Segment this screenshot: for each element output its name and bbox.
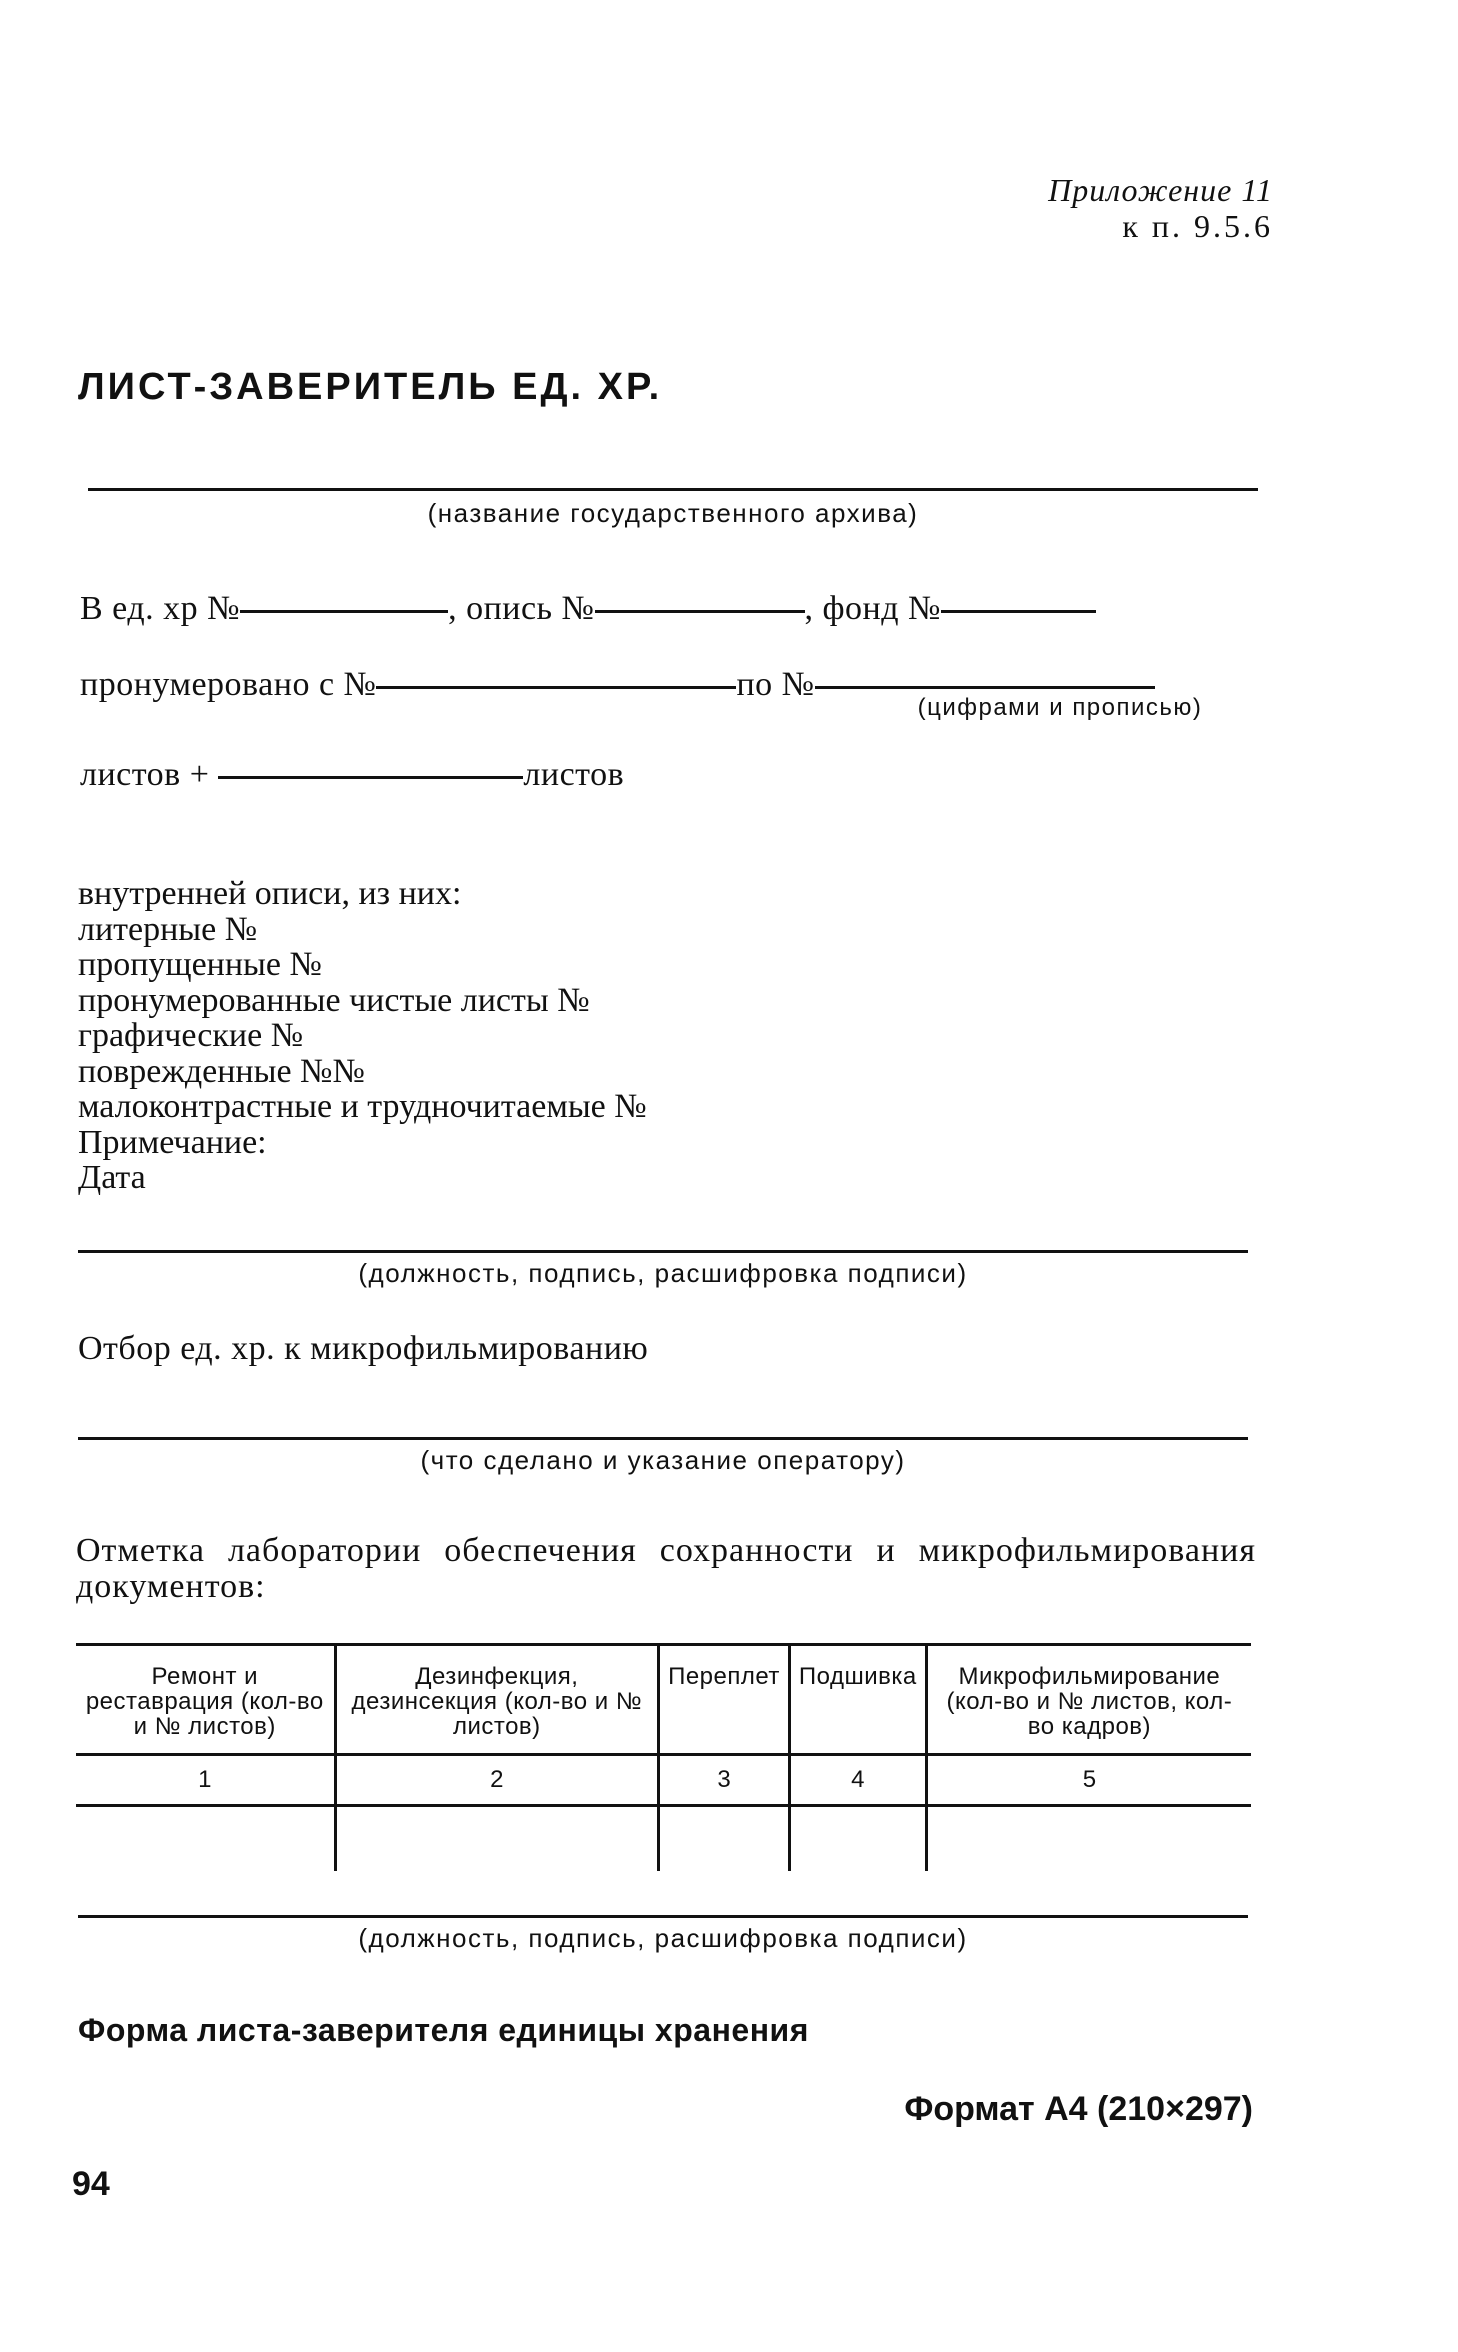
header-disinfection: Дезинфекция, дезинсекция (кол-во и № листов) bbox=[335, 1645, 659, 1755]
list-item: графические № bbox=[78, 1017, 304, 1054]
signature-line-2 bbox=[78, 1915, 1248, 1918]
unit-number-blank bbox=[240, 610, 448, 613]
column-number: 3 bbox=[659, 1755, 790, 1806]
operator-caption: (что сделано и указание оператору) bbox=[420, 1445, 906, 1475]
header-repair: Ремонт и реставрация (кол-во и № листов) bbox=[76, 1645, 335, 1755]
list-item: малоконтрастные и трудночитаемые № bbox=[78, 1088, 647, 1125]
list-item: литерные № bbox=[78, 910, 258, 948]
numbered-from-label: пронумеровано с № bbox=[80, 666, 377, 703]
form-caption: Форма листа-заверителя единицы хранения bbox=[78, 2012, 809, 2048]
inventory-blank bbox=[595, 610, 805, 613]
signature-caption-2: (должность, подпись, расшифровка подписи) bbox=[358, 1923, 968, 1953]
list-item: пропущенные № bbox=[78, 946, 322, 983]
lab-table bbox=[76, 1643, 1251, 1871]
numbered-from-blank bbox=[376, 686, 736, 689]
unit-line bbox=[80, 590, 1096, 628]
fond-blank bbox=[941, 610, 1096, 613]
column-number: 4 bbox=[789, 1755, 926, 1806]
archive-name-line bbox=[88, 488, 1258, 491]
table-cell bbox=[789, 1806, 926, 1872]
header-binding: Переплет bbox=[659, 1645, 790, 1755]
table-cell bbox=[76, 1806, 335, 1872]
numbered-to-label: по № bbox=[736, 666, 815, 703]
appendix-reference bbox=[1048, 172, 1273, 244]
sheets-plus-label: листов + bbox=[80, 756, 210, 793]
list-item: внутренней описи, из них: bbox=[78, 875, 462, 912]
table-cell bbox=[926, 1806, 1251, 1872]
sheets-label: листов bbox=[523, 756, 625, 793]
inventory-label: , опись № bbox=[448, 590, 595, 627]
appendix-paragraph: к п. 9.5.6 bbox=[1122, 208, 1273, 244]
page-title: ЛИСТ-ЗАВЕРИТЕЛЬ ЕД. ХР. bbox=[78, 366, 663, 408]
selection-text: Отбор ед. хр. к микрофильмированию bbox=[78, 1330, 649, 1367]
table-header-row bbox=[76, 1645, 1251, 1755]
table-cell bbox=[335, 1806, 659, 1872]
sheets-line bbox=[80, 756, 624, 794]
column-number: 2 bbox=[335, 1755, 659, 1806]
numbered-caption: (цифрами и прописью) bbox=[917, 694, 1203, 721]
page-number: 94 bbox=[72, 2165, 110, 2203]
column-number: 5 bbox=[926, 1755, 1251, 1806]
operator-line bbox=[78, 1437, 1248, 1440]
sheets-blank bbox=[218, 776, 523, 779]
archive-caption: (название государственного архива) bbox=[427, 498, 919, 528]
header-microfilming: Микрофильмирование (кол-во и № листов, кол-во кадров) bbox=[926, 1645, 1251, 1755]
unit-number-label: В ед. хр № bbox=[80, 590, 241, 627]
column-number: 1 bbox=[76, 1755, 335, 1806]
numbered-to-blank bbox=[815, 686, 1155, 689]
list-item: поврежденные №№ bbox=[78, 1052, 365, 1090]
sheet-details-list bbox=[78, 876, 647, 1196]
list-item: Дата bbox=[78, 1159, 146, 1196]
header-stitching: Подшивка bbox=[789, 1645, 926, 1755]
table-cell bbox=[659, 1806, 790, 1872]
list-item: пронумерованные чистые листы № bbox=[78, 981, 590, 1019]
list-item: Примечание: bbox=[78, 1123, 267, 1161]
signature-caption-1: (должность, подпись, расшифровка подписи) bbox=[358, 1258, 968, 1288]
fond-label: , фонд № bbox=[804, 590, 941, 627]
lab-mark-text: Отметка лаборатории обеспечения сохранности и микрофильмирования документов: bbox=[76, 1532, 1256, 1605]
table-number-row bbox=[76, 1755, 1251, 1806]
format-label: Формат А4 (210×297) bbox=[904, 2090, 1253, 2128]
table-row bbox=[76, 1806, 1251, 1872]
signature-line-1 bbox=[78, 1250, 1248, 1253]
appendix-number: Приложение 11 bbox=[1048, 172, 1273, 208]
